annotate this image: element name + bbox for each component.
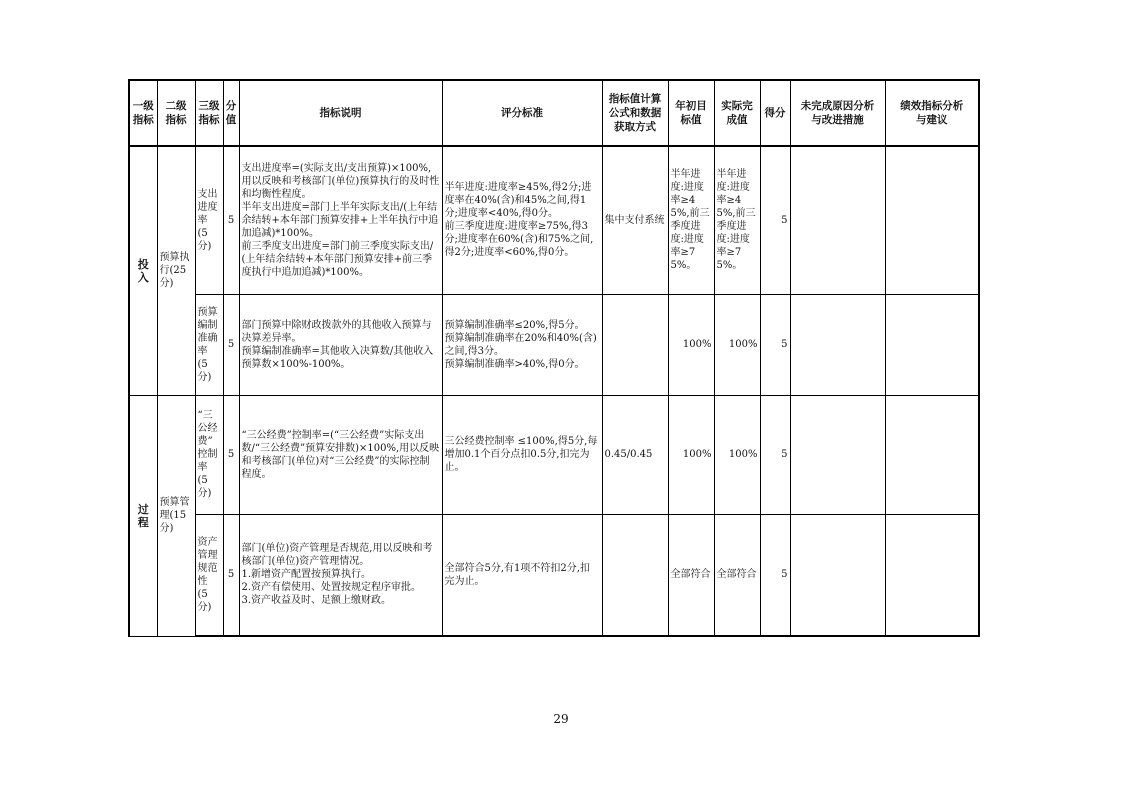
level2-cell: 预算执 行(25 分) — [157, 146, 195, 395]
header-level1: 一级 指标 — [129, 80, 157, 146]
header-level2: 二级 指标 — [157, 80, 195, 146]
header-formula: 指标值计算 公式和数据 获取方式 — [602, 80, 668, 146]
criteria-cell: 全部符合5分,有1项不符扣2分,扣完为止。 — [442, 514, 602, 636]
actual-cell: 半年进度:进度率≥45%,前三季度进度:进度率≥75%。 — [714, 146, 760, 294]
header-description: 指标说明 — [239, 80, 442, 146]
criteria-cell: 半年进度:进度率≥45%,得2分;进度率在40%(含)和45%之间,得1分;进度率<40%,得0分。 前三季度进度:进度率≥75%,得3分;进度率在60%(含)和75%之间,得2分;进度率<60%,得0分。 — [442, 146, 602, 294]
target-cell: 100% — [668, 395, 714, 514]
score-value-cell: 5 — [223, 146, 239, 294]
table-row — [129, 395, 979, 514]
header-level3: 三级 指标 — [195, 80, 223, 146]
score-cell: 5 — [760, 146, 790, 294]
score-cell: 5 — [760, 294, 790, 395]
score-value-cell: 5 — [223, 514, 239, 636]
score-cell: 5 — [760, 395, 790, 514]
target-cell: 100% — [668, 294, 714, 395]
description-cell: 支出进度率=(实际支出/支出预算)×100%,用以反映和考核部门(单位)预算执行的及时性和均衡性程度。 半年支出进度=部门上半年实际支出/(上年结余结转+本年部门预算安排+上半年执行中追加追减)*100%。 前三季度支出进度=部门前三季度实际支出/(上年结余结转+本年部门预算安排+前三季度执行中追加追减)*100%。 — [239, 146, 442, 294]
header-criteria: 评分标准 — [442, 80, 602, 146]
score-value-cell: 5 — [223, 395, 239, 514]
level1-cell: 投 入 — [129, 146, 157, 395]
actual-cell: 100% — [714, 294, 760, 395]
score-cell: 5 — [760, 514, 790, 636]
description-cell: 部门预算中除财政拨款外的其他收入预算与决算差异率。 预算编制准确率=其他收入决算数/其他收入预算数×100%-100%。 — [239, 294, 442, 395]
header-suggestion: 绩效指标分析 与建议 — [885, 80, 979, 146]
page-number: 29 — [553, 712, 569, 726]
table-row — [129, 294, 979, 395]
actual-cell: 100% — [714, 395, 760, 514]
header-target: 年初目 标值 — [668, 80, 714, 146]
formula-cell: 集中支付系统 — [602, 146, 668, 294]
suggestion-cell — [885, 294, 979, 395]
reason-cell — [790, 395, 885, 514]
performance-indicator-table — [128, 79, 980, 637]
reason-cell — [790, 146, 885, 294]
formula-cell: 0.45/0.45 — [602, 395, 668, 514]
suggestion-cell — [885, 514, 979, 636]
header-score: 得分 — [760, 80, 790, 146]
table-row — [129, 146, 979, 294]
target-cell: 半年进度:进度率≥45%,前三季度进度:进度率≥75%。 — [668, 146, 714, 294]
level2-cell: 预算管 理(15 分) — [157, 395, 195, 636]
table-row — [129, 514, 979, 636]
suggestion-cell — [885, 395, 979, 514]
header-reason: 未完成原因分析 与改进措施 — [790, 80, 885, 146]
description-cell: “三公经费”控制率=(“三公经费”实际支出数/“三公经费”预算安排数)×100%,用以反映和考核部门(单位)对“三公经费”的实际控制程度。 — [239, 395, 442, 514]
reason-cell — [790, 514, 885, 636]
level3-cell: 资产 管理 规范 性 (5 分) — [195, 514, 223, 636]
level3-cell: 预算 编制 准确 率 (5 分) — [195, 294, 223, 395]
formula-cell — [602, 514, 668, 636]
reason-cell — [790, 294, 885, 395]
criteria-cell: 三公经费控制率 ≤100%,得5分,每增加0.1个百分点扣0.5分,扣完为止。 — [442, 395, 602, 514]
header-score-value: 分 值 — [223, 80, 239, 146]
level1-cell: 过 程 — [129, 395, 157, 636]
level3-cell: “三 公经 费” 控制 率 (5 分) — [195, 395, 223, 514]
score-value-cell: 5 — [223, 294, 239, 395]
level3-cell: 支出 进度 率 (5 分) — [195, 146, 223, 294]
target-cell: 全部符合 — [668, 514, 714, 636]
suggestion-cell — [885, 146, 979, 294]
formula-cell — [602, 294, 668, 395]
description-cell: 部门(单位)资产管理是否规范,用以反映和考核部门(单位)资产管理情况。 1.新增资产配置按预算执行。 2.资产有偿使用、处置按规定程序审批。 3.资产收益及时、足额上缴财政。 — [239, 514, 442, 636]
criteria-cell: 预算编制准确率≤20%,得5分。 预算编制准确率在20%和40%(含)之间,得3分。 预算编制准确率>40%,得0分。 — [442, 294, 602, 395]
table-header-row — [129, 80, 979, 146]
actual-cell: 全部符合 — [714, 514, 760, 636]
header-actual: 实际完 成值 — [714, 80, 760, 146]
